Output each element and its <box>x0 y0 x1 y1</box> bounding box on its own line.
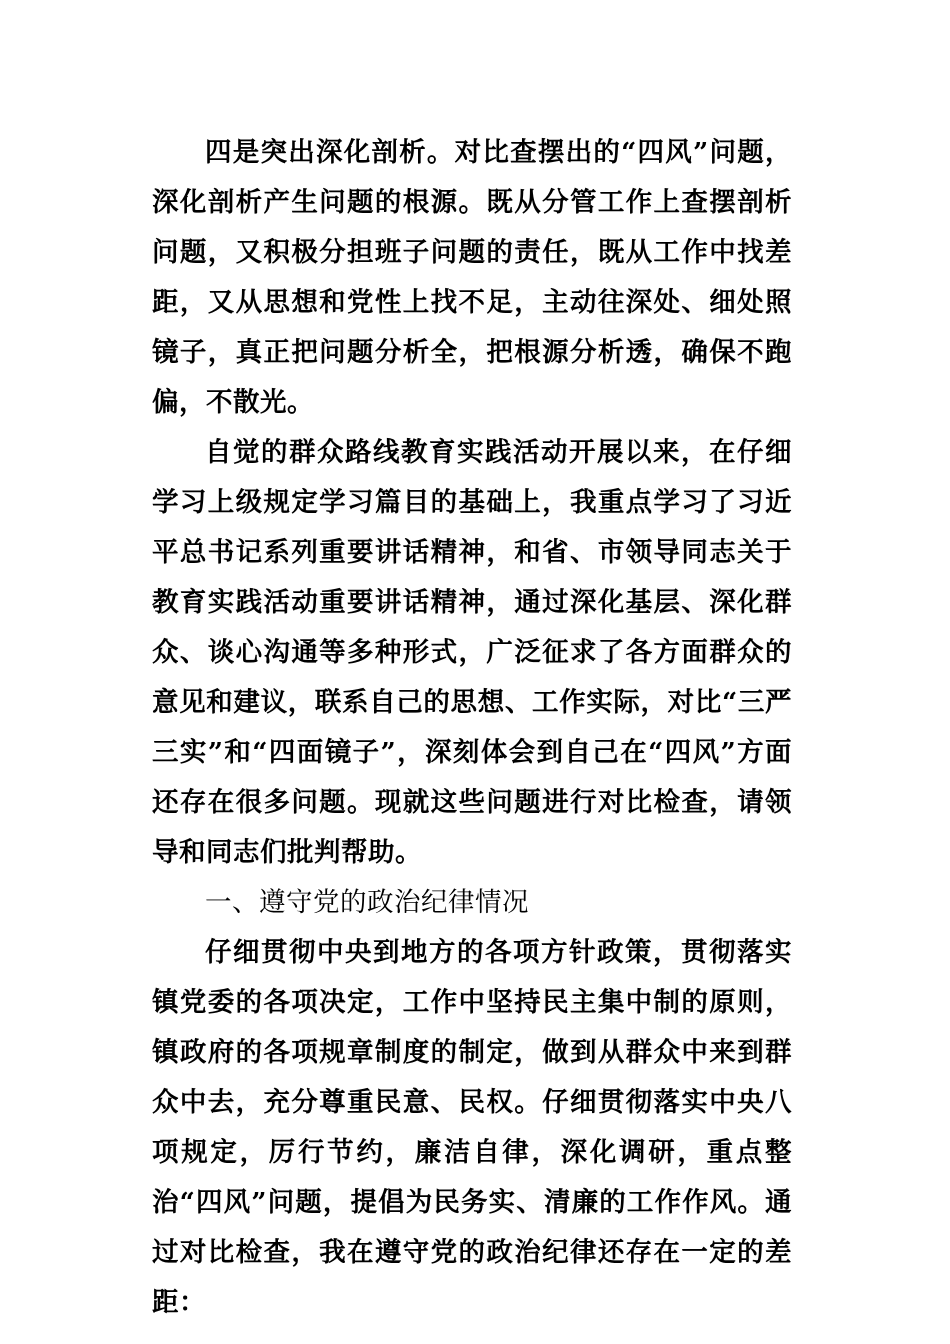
document-body <box>152 128 792 1328</box>
paragraph-analysis: 四是突出深化剖析。对比查摆出的“四风”问题，深化剖析产生问题的根源。既从分管工作上查摆剖析问题，又积极分担班子问题的责任，既从工作中找差距，又从思想和党性上找不足，主动往深处、细处照镜子，真正把问题分析全，把根源分析透，确保不跑偏，不散光。 <box>152 137 792 418</box>
paragraph-political-discipline: 仔细贯彻中央到地方的各项方针政策，贯彻落实镇党委的各项决定，工作中坚持民主集中制的原则，镇政府的各项规章制度的制定，做到从群众中来到群众中去，充分尊重民意、民权。仔细贯彻落实中央八项规定，厉行节约，廉洁自律，深化调研，重点整治“四风”问题，提倡为民务实、清廉的工作作风。通过对比检查，我在遵守党的政治纪律还存在一定的差距： <box>152 937 792 1318</box>
paragraph-introduction: 自觉的群众路线教育实践活动开展以来，在仔细学习上级规定学习篇目的基础上，我重点学习了习近平总书记系列重要讲话精神，和省、市领导同志关于教育实践活动重要讲话精神，通过深化基层、深化群众、谈心沟通等多种形式，广泛征求了各方面群众的意见和建议，联系自己的思想、工作实际，对比“三严三实”和“四面镜子”，深刻体会到自己在“四风”方面还存在很多问题。现就这些问题进行对比检查，请领导和同志们批判帮助。 <box>152 437 792 868</box>
section-heading: 一、遵守党的政治纪律情况 <box>205 887 529 918</box>
